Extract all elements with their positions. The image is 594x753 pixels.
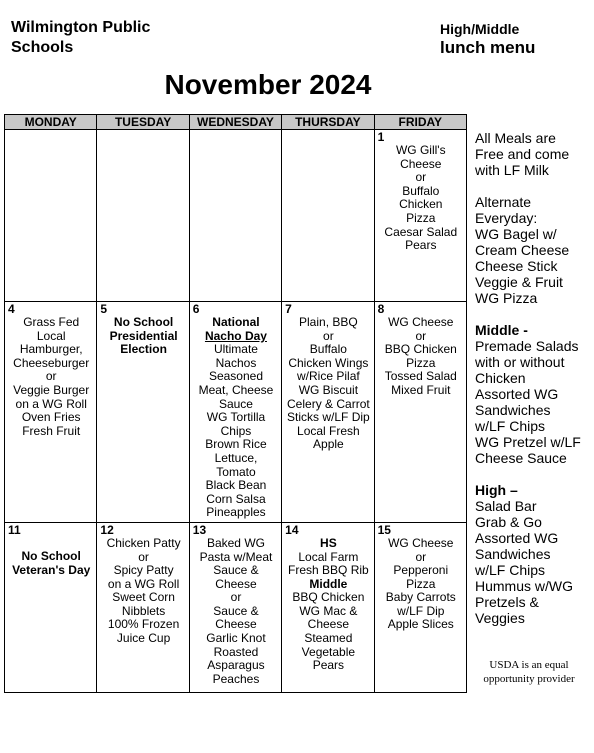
menu-item: Nacho Day [204,328,267,343]
middle-item: Premade Salads [475,338,579,354]
menu-item: Meat, Cheese [198,382,274,397]
menu-items [378,316,464,398]
day-cell [97,130,189,302]
middle-item: Chicken [475,370,526,386]
day-cell [189,522,281,692]
menu-item: Garlic Knot [206,631,266,646]
high-item: Assorted WG [475,530,559,546]
menu-item: Pears [312,658,345,673]
day-cell [5,302,97,523]
menu-item: BBQ Chicken [384,342,457,357]
menu-item: or [230,590,242,605]
menu-item: WG Cheese [388,535,454,550]
note-line: All Meals are [475,130,556,146]
menu-item: Cheese [215,576,257,591]
usda-line: USDA is an equal [489,659,569,671]
menu-item: Pizza [406,355,436,370]
menu-item: Chicken [399,197,443,212]
menu-item: Roasted [213,644,259,659]
week-row [5,522,467,692]
high-item: w/LF Chips [475,562,546,578]
day-number: 14 [285,522,299,537]
alternate-everyday-list [475,194,593,306]
menu-item: or [323,328,334,343]
menu-item: Local Farm [298,549,359,564]
menu-item: Steamed [304,631,353,646]
menu-items [193,316,279,520]
menu-item: Pears [405,238,437,253]
lunch-calendar [4,114,467,693]
week-row [5,130,467,302]
note-line: Free and come [475,146,570,162]
district-name-line: Schools [11,39,74,56]
high-item: Salad Bar [475,498,537,514]
menu-item: Seasoned [208,369,263,384]
menu-item: Baked WG [206,535,265,550]
menu-items [285,537,371,673]
menu-item: Juice Cup [116,631,171,646]
menu-item: Apple [313,437,344,452]
menu-items [378,537,464,632]
menu-item: Fresh BBQ Rib [288,563,369,578]
menu-item: No School [113,315,174,329]
school-level: High/Middle [440,21,520,37]
menu-item: WG Tortilla [206,410,266,425]
menu-item: Spicy Patty [113,563,174,578]
middle-item: Assorted WG [475,386,559,402]
day-number: 6 [192,302,200,316]
high-item: Veggies [475,610,525,626]
day-number: 1 [377,130,385,144]
day-cell [5,522,97,692]
weekday-header-row [5,115,467,130]
menu-item: Cheeseburger [13,355,90,370]
menu-items [100,537,186,646]
menu-item: Vegetable [301,644,356,659]
menu-item: Brown Rice [205,437,267,452]
menu-item: WG Biscuit [298,382,359,397]
menu-items [100,316,186,357]
high-heading: High – [475,482,518,498]
alternate-item: Cheese Stick [475,258,558,274]
day-number: 13 [192,522,207,537]
menu-item: Peaches [212,671,260,686]
menu-item: Cheese [215,617,257,632]
menu-item: or [45,369,57,384]
alternate-item: Alternate [475,194,532,210]
menu-item: Sticks w/LF Dip [287,410,370,425]
weekday-header: FRIDAY [374,115,466,130]
menu-item: Black Bean [205,478,267,493]
menu-item: WG Gill's [395,143,446,157]
menu-item: Pepperoni [393,563,449,578]
menu-items [378,144,464,253]
district-name [11,18,211,58]
menu-item: Buffalo [309,342,347,357]
high-school-options [475,482,593,626]
menu-item: National [212,315,260,329]
menu-item: Veggie Burger [13,382,90,397]
menu-items [8,550,94,577]
menu-item: Local [36,328,66,343]
day-number: 4 [8,302,15,316]
note-line: with LF Milk [475,162,549,178]
high-item: Pretzels & [475,594,539,610]
menu-item: Cheese [400,156,442,171]
menu-item: Celery & Carrot [287,396,370,411]
high-item: Grab & Go [475,514,542,530]
menu-item: HS [320,535,337,550]
menu-item: Apple Slices [387,617,454,632]
day-cell [189,302,281,523]
day-cell [374,522,466,692]
menu-item: Asparagus [207,658,265,673]
menu-item: Election [120,342,167,357]
menu-item: BBQ Chicken [292,590,365,605]
menu-item: Sauce [218,396,253,411]
usda-statement [472,658,586,686]
menu-item: or [138,549,149,564]
weekday-header: MONDAY [5,115,97,130]
menu-items [193,537,279,687]
menu-item: or [415,328,427,343]
alternate-item: Everyday: [475,210,538,226]
menu-item: on a WG Roll [15,396,87,411]
menu-item: Middle [309,576,348,591]
menu-item: Corn Salsa [206,491,266,506]
alternate-item: WG Pizza [475,290,538,306]
menu-item: Fresh Fruit [22,423,81,438]
menu-item: Buffalo [402,183,440,198]
menu-item: Chicken Wings [288,355,369,370]
menu-item: Tomato [216,464,256,479]
middle-item: with or without [475,354,565,370]
menu-item: Sweet Corn [112,590,175,605]
month-title: November 2024 [164,69,372,100]
middle-item: Cheese Sauce [475,450,567,466]
usda-line: opportunity provider [483,673,575,685]
menu-item: Local Fresh [297,423,360,438]
day-number: 8 [377,302,385,316]
menu-item: Presidential [109,328,178,343]
day-cell [374,302,466,523]
day-cell [282,130,374,302]
menu-item: w/Rice Pilaf [297,369,360,384]
weekday-header: THURSDAY [282,115,374,130]
menu-item: 100% Frozen [107,617,180,632]
day-number: 15 [377,522,391,537]
menu-items [285,316,371,452]
menu-item: or [415,549,427,564]
menu-item: w/LF Dip [397,603,445,618]
middle-item: WG Pretzel w/LF [475,434,581,450]
day-cell [282,522,374,692]
menu-item: Lettuce, [214,450,258,465]
middle-item: w/LF Chips [475,418,546,434]
high-item: Hummus w/WG [475,578,573,594]
weekday-header: WEDNESDAY [189,115,281,130]
menu-item: Hamburger, [19,342,83,357]
weekday-header: TUESDAY [97,115,189,130]
menu-item: Pasta w/Meat [199,549,273,564]
week-row [5,302,467,523]
menu-item: WG Cheese [388,315,454,329]
menu-item: Chicken Patty [106,535,181,550]
alternate-item: WG Bagel w/ [475,226,557,242]
day-cell [282,302,374,523]
middle-heading: Middle - [475,322,528,338]
menu-item: Oven Fries [21,410,81,425]
alternate-item: Veggie & Fruit [475,274,563,290]
menu-item: Pineapples [206,505,266,520]
middle-school-options [475,322,593,466]
menu-item: Grass Fed [23,315,80,329]
menu-item: Sauce & [213,603,259,618]
menu-item: Baby Carrots [385,590,456,605]
menu-item: Nibblets [121,603,166,618]
middle-item: Sandwiches [475,402,551,418]
menu-item: Veteran's Day [12,562,91,577]
day-cell [374,130,466,302]
menu-item: Chips [220,423,252,438]
menu-item: Plain, BBQ [299,315,358,329]
day-cell [189,130,281,302]
menu-items [8,316,94,438]
district-name-line: Wilmington Public [11,19,151,36]
menu-item: Caesar Salad [384,224,458,239]
day-cell [97,302,189,523]
menu-item: Pizza [406,576,436,591]
menu-item: Mixed Fruit [391,382,451,397]
menu-item: on a WG Roll [107,576,180,591]
day-number: 12 [100,522,114,537]
menu-item: Pizza [406,210,436,225]
menu-item: Tossed Salad [384,369,457,384]
menu-item: No School [21,548,81,563]
menu-label: lunch menu [440,38,536,57]
menu-item: Cheese [307,617,350,632]
alternate-item: Cream Cheese [475,242,570,258]
free-meals-note [475,130,593,178]
day-cell [5,130,97,302]
menu-item: Sauce & [213,563,259,578]
high-item: Sandwiches [475,546,551,562]
day-number: 11 [8,522,21,537]
menu-item: Nachos [215,355,257,370]
day-number: 5 [100,302,108,316]
day-number: 7 [285,302,292,316]
menu-item: Ultimate [213,342,258,357]
menu-item: WG Mac & [299,603,358,618]
day-cell [97,522,189,692]
sidebar-notes [475,130,593,634]
menu-item: or [415,170,427,185]
